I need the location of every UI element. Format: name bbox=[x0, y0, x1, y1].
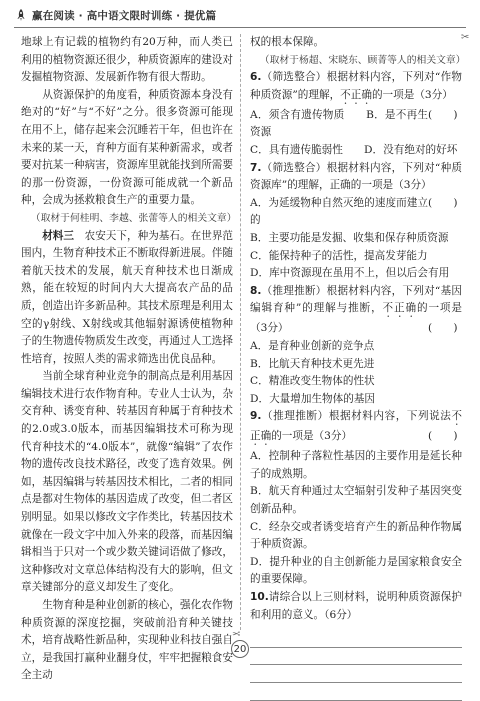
question-number: 8. bbox=[250, 284, 262, 297]
answer-paren[interactable]: ( ) bbox=[428, 108, 458, 121]
stem-text: 的一项是（3分） bbox=[250, 302, 463, 335]
answer-line[interactable] bbox=[250, 665, 462, 683]
answer-line[interactable] bbox=[250, 648, 462, 666]
paragraph-continued: 地球上有记载的植物约有20万种，而人类已利用的植物资源还很少，种质资源库的建设对发掘植物资源、发展新作物有很大帮助。 bbox=[21, 36, 233, 84]
stem-text: 的一项是（3分） bbox=[271, 430, 353, 443]
column-divider bbox=[240, 34, 241, 630]
paragraph: 生物育种是种业创新的核心，强化农作物种质资源的深度挖掘，突破前沿育种关键技术，培育战略性新品种，实现种业科技自强自立，是我国打赢种业翻身仗，牢牢把握粮食安全主动 bbox=[21, 599, 233, 682]
material-three-text: 农安天下，种为基石。在世界范围内，生物育种技术正不断取得新进展。伴随着航天技术的发展，航天育种技术也日渐成熟，能在较短的时间内大大提高农产品的品质，创造出许多新品种。其技术原理是利用太空的γ射线、X射线或其他辐射源诱使植物种子的生物遗传物质发生改变，再通过人工选择性培育，按照人类的需求筛选出优良品种。 bbox=[21, 229, 234, 365]
answer-paren[interactable]: ( ) bbox=[428, 430, 458, 443]
left-column bbox=[21, 34, 237, 685]
material-three-heading: 材料三 bbox=[42, 229, 74, 242]
question-number: 7. bbox=[250, 161, 262, 174]
option-d: D．库中资源现在虽用不上，但以后会有用 bbox=[250, 267, 450, 280]
question-number: 6. bbox=[250, 71, 262, 84]
option-row: A．须含有遗传物质 B．是不再生资源 bbox=[250, 108, 428, 139]
question-type: （推理推断） bbox=[261, 410, 329, 423]
question-type: （筛选整合） bbox=[261, 161, 327, 174]
page-header bbox=[14, 6, 216, 24]
option-b: B．比航天育种技术更先进 bbox=[250, 357, 375, 370]
stem-text: 请综合以上三则材料，说明种质资源保护和利用的意义。（6分） bbox=[250, 591, 462, 621]
header-title: 赢在阅读 · 高中语文限时训练 · 提优篇 bbox=[32, 9, 217, 22]
option-d: D．大量增加生物体的基因 bbox=[250, 392, 376, 405]
option-b: B．航天育种通过太空辐射引发种子基因突变创新品种。 bbox=[250, 485, 462, 516]
emphasis-text: 不正确 bbox=[382, 302, 417, 315]
right-column bbox=[250, 34, 466, 701]
stem-text: 根据材料内容，下列说法 bbox=[328, 410, 452, 423]
header-rule bbox=[14, 27, 466, 28]
emphasis-text: 不正确 bbox=[340, 88, 372, 101]
page-number bbox=[226, 640, 254, 660]
source-citation: （取材于杨超、宋晓东、顾菁等人的相关文章） bbox=[259, 54, 466, 66]
option-a: A．是育种业创新的竞争点 bbox=[250, 339, 375, 352]
option-b: B．主要功能是发掘、收集和保存种质资源 bbox=[250, 231, 449, 244]
option-d: D．提升种业的自主创新能力是国家粮食安全的重要保障。 bbox=[250, 555, 462, 586]
material-three-paragraph bbox=[21, 228, 233, 369]
question-type: （筛选整合） bbox=[261, 71, 327, 84]
page-number-text: 20 bbox=[231, 640, 249, 658]
question-stem bbox=[250, 589, 462, 624]
question-9 bbox=[250, 408, 462, 589]
paragraph: 当前全球育种业竞争的制高点是利用基因编辑技术进行农作物育种。专业人士认为，杂交育种、诱变育种、转基因育种属于育种技术的2.0或3.0版本，而基因编辑技术可称为现代育种技术的“4.0版本”，就像“编辑”了农作物的遗传改良技术路径，改变了选育效果。例如，基因编辑与转基因技术相比，二者的相同点是都对生物体的基因造成了改变，但二者区别明显。如果以修改文字作类比，转基因技术就像在一段文字中加入外来的段落，而基因编辑相当于只对一个或少数关键词语做了修改，这种修改对文章总体结构没有大的影响，但文章关键部分的意义却发生了变化。 bbox=[21, 370, 233, 594]
stem-text: 根据材料内容，下列对“种质资源库”的理解，正确的一项是（3分） bbox=[250, 161, 462, 192]
answer-line[interactable] bbox=[250, 683, 462, 701]
question-10 bbox=[250, 589, 462, 701]
option-row: C．具有遗传脆弱性 D．没有绝对的好坏 bbox=[250, 143, 458, 156]
option-c: C．能保持种子的活性，提高发芽能力 bbox=[250, 249, 428, 262]
stem-text: 的一项是（3分） bbox=[371, 88, 453, 101]
answer-area[interactable] bbox=[250, 630, 462, 700]
option-c: C．经杂交或者诱变培育产生的新品种作物属于种质资源。 bbox=[250, 520, 462, 551]
scissors-icon: ✂ bbox=[232, 627, 241, 638]
answer-line[interactable] bbox=[250, 630, 462, 648]
option-a: A．控制种子落粒性基因的主要作用是延长种子的成熟期。 bbox=[250, 450, 462, 480]
stem-text: 根据材料内容，下列对“作物种质资源”的理解， bbox=[250, 71, 462, 101]
paragraph: 从资源保护的角度看，种质资源本身没有绝对的“好”与“不好”之分。很多资源可能现在用不上，储存起来会沉睡若干年，但也许在未来的某一天，育种方面有某种新需求，或者要对抗某一种病害，资源库里就能找到所需要的那一份资源，一份资源可能成就一个新品种，会成为拯救粮食生产的重要力量。 bbox=[21, 88, 233, 207]
question-stem bbox=[250, 69, 462, 121]
emphasis-text: 不正确 bbox=[250, 410, 463, 443]
question-type: （推理推断） bbox=[261, 284, 327, 297]
answer-paren[interactable]: ( ) bbox=[428, 196, 458, 209]
question-number: 10. bbox=[250, 591, 269, 604]
paragraph-continued: 权的根本保障。 bbox=[250, 36, 325, 48]
question-8 bbox=[250, 283, 462, 409]
question-stem bbox=[250, 283, 462, 338]
question-stem bbox=[250, 160, 462, 209]
source-citation: （取材于何桂明、李越、张蕾等人的相关文章） bbox=[30, 212, 237, 224]
rocket-logo-icon bbox=[14, 8, 28, 22]
scissors-icon: ✂ bbox=[461, 32, 470, 43]
answer-paren[interactable]: ( ) bbox=[428, 322, 458, 335]
question-stem bbox=[250, 408, 462, 448]
stem-text: 根据材料内容，下列对“基因编辑育种”的理解与推断， bbox=[250, 284, 462, 315]
question-number: 9. bbox=[250, 410, 262, 423]
option-c: C．精准改变生物体的性状 bbox=[250, 375, 375, 388]
option-a: A．为延缓物种自然灭绝的速度而建立的 bbox=[250, 196, 428, 227]
question-6 bbox=[250, 69, 462, 159]
question-7 bbox=[250, 160, 462, 283]
